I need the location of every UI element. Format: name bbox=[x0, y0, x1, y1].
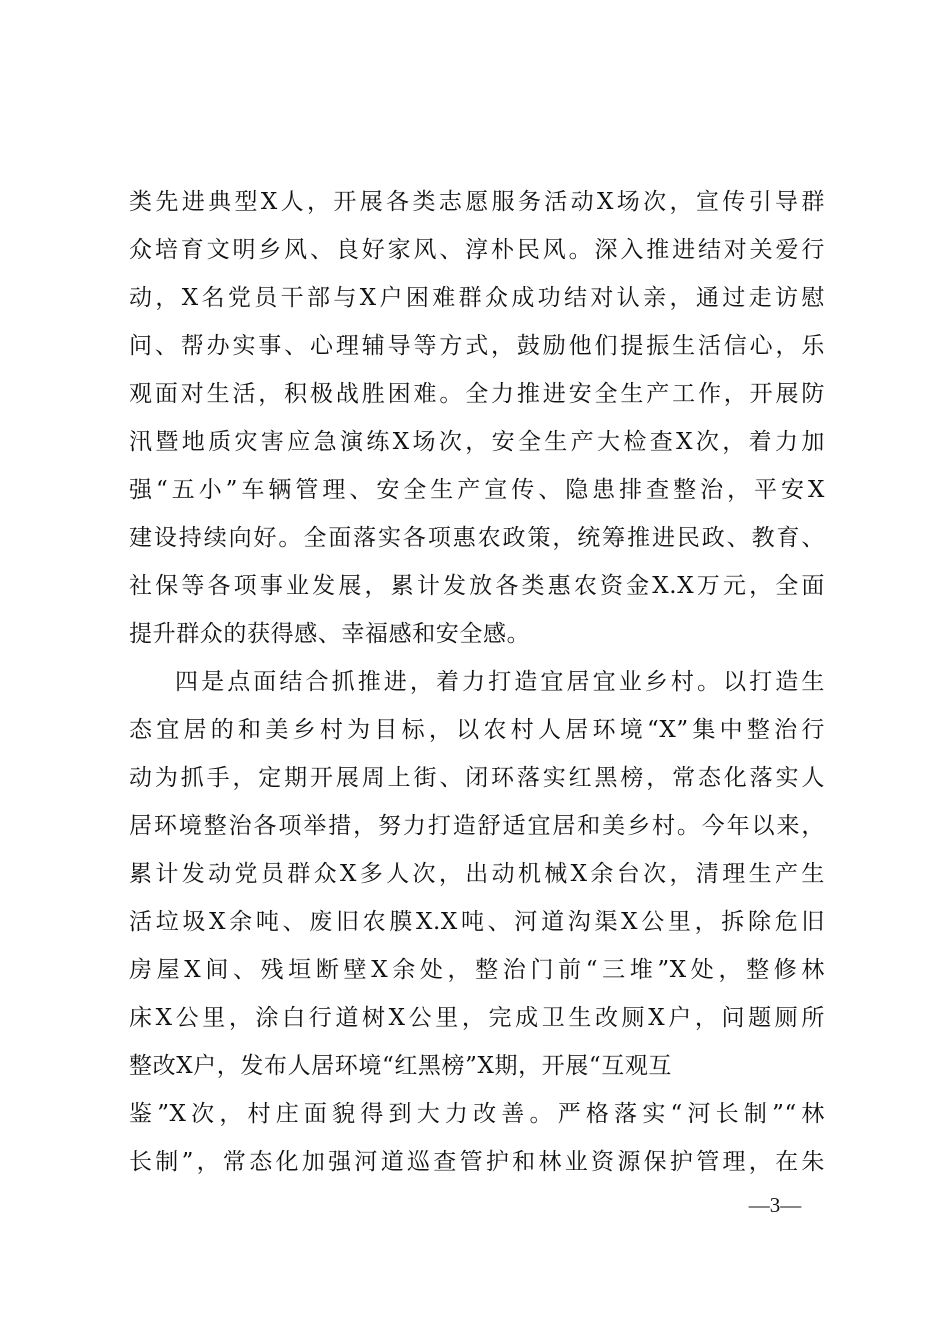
text-line: 众培育文明乡风、良好家风、淳朴民风。深入推进结对关爱行 bbox=[129, 237, 825, 263]
text-line: 提升群众的获得感、幸福感和安全感。 bbox=[129, 621, 531, 647]
document-body bbox=[129, 178, 825, 1186]
text-line: 动，X名党员干部与X户困难群众成功结对认亲，通过走访慰 bbox=[129, 285, 825, 311]
text-line: 活垃圾X余吨、废旧农膜X.X吨、河道沟渠X公里，拆除危旧 bbox=[129, 909, 825, 935]
paragraph-1 bbox=[129, 178, 825, 658]
text-line: 问、帮办实事、心理辅导等方式，鼓励他们提振生活信心，乐 bbox=[129, 333, 825, 359]
text-line: 房屋X间、残垣断壁X余处，整治门前“三堆”X处，整修林 bbox=[129, 957, 825, 983]
text-line: 态宜居的和美乡村为目标，以农村人居环境“X”集中整治行 bbox=[129, 717, 825, 743]
text-line: 社保等各项事业发展，累计发放各类惠农资金X.X万元，全面 bbox=[129, 573, 825, 599]
text-line: 整改X户，发布人居环境“红黑榜”X期，开展“互观互 bbox=[129, 1053, 673, 1079]
text-line: 强“五小”车辆管理、安全生产宣传、隐患排查整治，平安X bbox=[129, 477, 825, 503]
text-line: 动为抓手，定期开展周上街、闭环落实红黑榜，常态化落实人 bbox=[129, 765, 825, 791]
page-number: —3— bbox=[748, 1193, 802, 1217]
text-line: 累计发动党员群众X多人次，出动机械X余台次，清理生产生 bbox=[129, 861, 825, 887]
text-line: 四是点面结合抓推进，着力打造宜居宜业乡村。以打造生 bbox=[175, 669, 825, 695]
text-line: 居环境整治各项举措，努力打造舒适宜居和美乡村。今年以来， bbox=[129, 813, 825, 839]
text-line: 床X公里，涂白行道树X公里，完成卫生改厕X户，问题厕所 bbox=[129, 1005, 825, 1031]
text-line: 汛暨地质灾害应急演练X场次，安全生产大检查X次，着力加 bbox=[129, 429, 825, 455]
text-line: 长制”，常态化加强河道巡查管护和林业资源保护管理，在朱 bbox=[129, 1149, 825, 1175]
text-line: 观面对生活，积极战胜困难。全力推进安全生产工作，开展防 bbox=[129, 381, 825, 407]
text-line: 鉴”X次，村庄面貌得到大力改善。严格落实“河长制”“林 bbox=[129, 1101, 825, 1127]
paragraph-2 bbox=[129, 658, 825, 1186]
text-line: 建设持续向好。全面落实各项惠农政策，统筹推进民政、教育、 bbox=[129, 525, 825, 551]
text-line: 类先进典型X人，开展各类志愿服务活动X场次，宣传引导群 bbox=[129, 189, 825, 215]
